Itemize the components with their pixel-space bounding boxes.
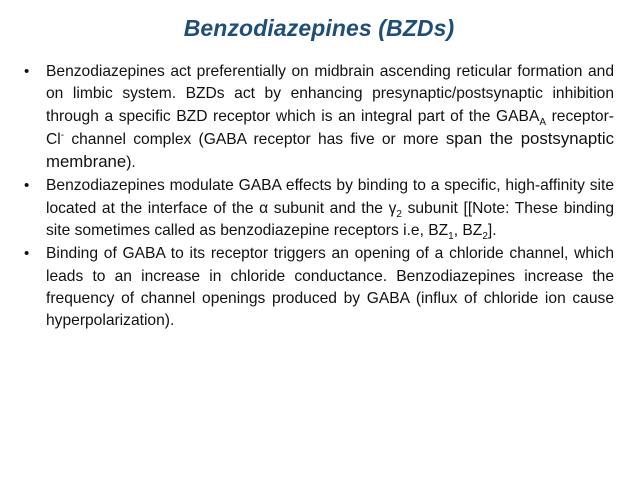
bullet-item [24,243,614,332]
subscript-text: 2 [482,231,488,243]
subscript-text: A [539,116,547,128]
subscript-text: 1 [448,231,454,243]
superscript-text: - [60,129,65,141]
bullet-dot: • [24,177,30,195]
bullet-text: Benzodiazepines act preferentially on midbrain ascending reticular formation and on limbic system. BZDs act by enhancing presynaptic/postsynaptic inhibition through a specific BZD receptor which is an integral part of the GABA [46,63,614,125]
bullet-text: Benzodiazepines modulate GABA effects by binding to a specific, high-affinity site located at the interface of the α subunit and the γ [46,177,614,217]
bullet-text: span the postsynaptic membrane [46,128,614,172]
bullet-text: receptor-Cl [46,107,614,148]
bullet-text: subunit [[Note: These binding site sometimes called as benzodiazepine receptors i.e, BZ [46,199,614,240]
bullet-item [24,61,614,174]
bullet-item [24,175,614,242]
bullet-text: , BZ [453,222,483,240]
bullet-text: ). [126,154,136,172]
bullet-list [24,61,614,333]
slide-title: Benzodiazepines (BZDs) [183,15,455,41]
bullet-text: ]. [487,222,497,240]
bullet-dot: • [24,63,30,80]
bullet-text: Binding of GABA to its receptor triggers an opening of a chloride channel, which leads to an increase in chloride conductance. Benzodiazepines increase the frequency of channel openings produced by GABA (influx of chloride ion cause hyperpolarization). [46,245,614,330]
bullet-dot: • [24,245,30,263]
bullet-text: channel complex (GABA receptor has five or more [64,130,446,148]
subscript-text: 2 [396,208,402,220]
